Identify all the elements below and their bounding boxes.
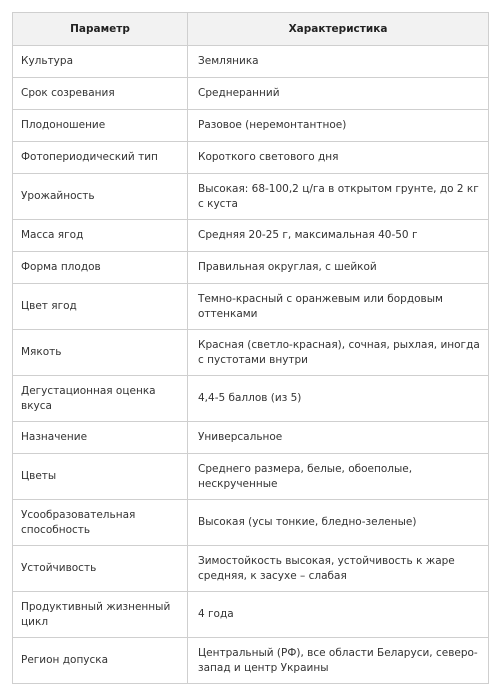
param-cell: Назначение	[13, 422, 188, 454]
table-row	[13, 422, 489, 454]
value-cell: Разовое (неремонтантное)	[188, 110, 489, 142]
param-cell: Дегустационная оценка вкуса	[13, 376, 188, 422]
table-header-row	[13, 13, 489, 46]
param-cell: Регион допуска	[13, 638, 188, 684]
param-cell: Срок созревания	[13, 78, 188, 110]
value-cell: Средняя 20-25 г, максимальная 40-50 г	[188, 220, 489, 252]
table-row	[13, 174, 489, 220]
value-cell: Среднеранний	[188, 78, 489, 110]
header-parameter: Параметр	[13, 13, 188, 46]
value-cell: Среднего размера, белые, обоеполые, нескрученные	[188, 454, 489, 500]
value-cell: Высокая: 68-100,2 ц/га в открытом грунте, до 2 кг с куста	[188, 174, 489, 220]
table-row	[13, 546, 489, 592]
value-cell: Земляника	[188, 46, 489, 78]
table-row	[13, 638, 489, 684]
value-cell: Короткого светового дня	[188, 142, 489, 174]
table-row	[13, 110, 489, 142]
table-row	[13, 284, 489, 330]
table-row	[13, 46, 489, 78]
value-cell: Красная (светло-красная), сочная, рыхлая, иногда с пустотами внутри	[188, 330, 489, 376]
param-cell: Плодоношение	[13, 110, 188, 142]
param-cell: Мякоть	[13, 330, 188, 376]
table-row	[13, 78, 489, 110]
value-cell: Зимостойкость высокая, устойчивость к жаре средняя, к засухе – слабая	[188, 546, 489, 592]
param-cell: Устойчивость	[13, 546, 188, 592]
value-cell: Универсальное	[188, 422, 489, 454]
param-cell: Культура	[13, 46, 188, 78]
value-cell: Центральный (РФ), все области Беларуси, северо-запад и центр Украины	[188, 638, 489, 684]
table-row	[13, 592, 489, 638]
param-cell: Цветы	[13, 454, 188, 500]
table-row	[13, 142, 489, 174]
table-row	[13, 376, 489, 422]
table-row	[13, 454, 489, 500]
param-cell: Форма плодов	[13, 252, 188, 284]
param-cell: Фотопериодический тип	[13, 142, 188, 174]
param-cell: Продуктивный жизненный цикл	[13, 592, 188, 638]
value-cell: Правильная округлая, с шейкой	[188, 252, 489, 284]
table-row	[13, 330, 489, 376]
characteristics-table	[12, 12, 489, 684]
table-row	[13, 220, 489, 252]
value-cell: Высокая (усы тонкие, бледно-зеленые)	[188, 500, 489, 546]
param-cell: Усообразовательная способность	[13, 500, 188, 546]
value-cell: Темно-красный с оранжевым или бордовым оттенками	[188, 284, 489, 330]
param-cell: Цвет ягод	[13, 284, 188, 330]
value-cell: 4,4-5 баллов (из 5)	[188, 376, 489, 422]
param-cell: Урожайность	[13, 174, 188, 220]
table-row	[13, 500, 489, 546]
header-characteristic: Характеристика	[188, 13, 489, 46]
table-row	[13, 252, 489, 284]
param-cell: Масса ягод	[13, 220, 188, 252]
value-cell: 4 года	[188, 592, 489, 638]
